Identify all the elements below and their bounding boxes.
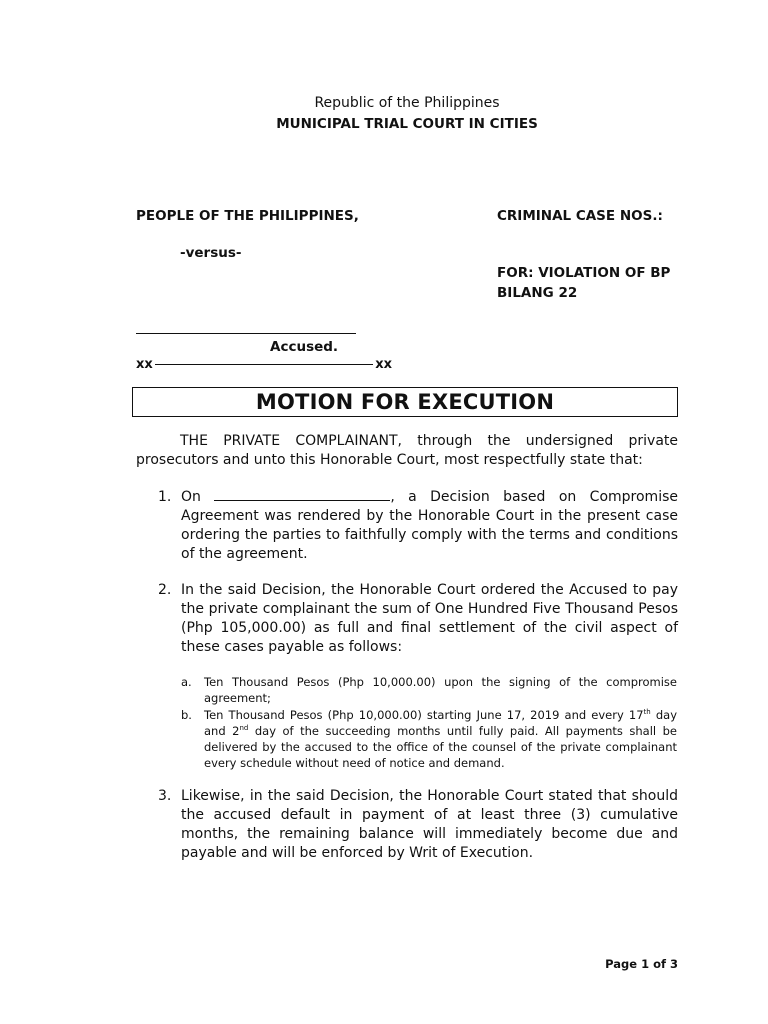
subitem-b-letter: b. — [181, 708, 192, 722]
case-subject-line-2: BILANG 22 — [497, 285, 578, 301]
subitem-b-sup-2: nd — [239, 724, 249, 733]
accused-name-blank — [136, 333, 356, 334]
case-subject — [497, 263, 697, 303]
item-3-number: 3. — [158, 788, 172, 804]
accused-label: Accused. — [270, 339, 339, 355]
item-1-pre: On — [181, 489, 201, 505]
versus-label: -versus- — [180, 245, 242, 261]
motion-title-box — [132, 387, 678, 417]
page-number: Page 1 of 3 — [605, 957, 678, 971]
subitem-b-text — [204, 707, 677, 771]
subitem-b-part-3: day of the succeeding months until fully paid. All payments shall be delivered by the accused to the office of the counsel of the private complainant every schedule without need of notice and demand. — [204, 724, 677, 770]
item-3-text: Likewise, in the said Decision, the Honorable Court stated that should the accused default in payment of at least three (3) cumulative months, the remaining balance will immediately become due and payable and will be enforced by Writ of Execution. — [181, 788, 678, 861]
court-heading: MUNICIPAL TRIAL COURT IN CITIES — [276, 116, 538, 132]
date-blank — [214, 488, 390, 501]
subitem-b-part-1: Ten Thousand Pesos (Php 10,000.00) starting June 17, 2019 and every 17 — [204, 708, 644, 722]
case-subject-line-1: FOR: VIOLATION OF BP — [497, 265, 671, 281]
item-2-number: 2. — [158, 582, 172, 598]
subitem-a-text: Ten Thousand Pesos (Php 10,000.00) upon the signing of the compromise agreement; — [204, 675, 677, 705]
subitem-b-sup-1: th — [643, 708, 651, 717]
item-1-post: , a Decision based on Compromise Agreement was rendered by the Honorable Court in the present case ordering the parties to faithfully comply with the terms and conditions of the agreement. — [181, 489, 678, 562]
separator-dash — [155, 364, 373, 365]
item-1-number: 1. — [158, 489, 172, 505]
item-2-text: In the said Decision, the Honorable Court ordered the Accused to pay the private complainant the sum of One Hundred Five Thousand Pesos (Php 105,000.00) as full and final settlement of the civil aspect of these cases payable as follows: — [181, 582, 678, 655]
intro-paragraph: THE PRIVATE COMPLAINANT, through the undersigned private prosecutors and unto this Honorable Court, most respectfully state that: — [136, 433, 678, 468]
separator-xx-right: xx — [375, 357, 392, 372]
caption-separator — [136, 357, 392, 372]
republic-heading: Republic of the Philippines — [314, 95, 500, 111]
motion-title: MOTION FOR EXECUTION — [255, 390, 555, 414]
separator-xx-left: xx — [136, 357, 153, 372]
item-1-text — [181, 488, 678, 564]
subitem-a-letter: a. — [181, 675, 192, 689]
criminal-case-label: CRIMINAL CASE NOS.: — [497, 208, 663, 224]
plaintiff-name: PEOPLE OF THE PHILIPPINES, — [136, 208, 359, 224]
subitem-b-part-2: day and 2 — [204, 708, 678, 738]
